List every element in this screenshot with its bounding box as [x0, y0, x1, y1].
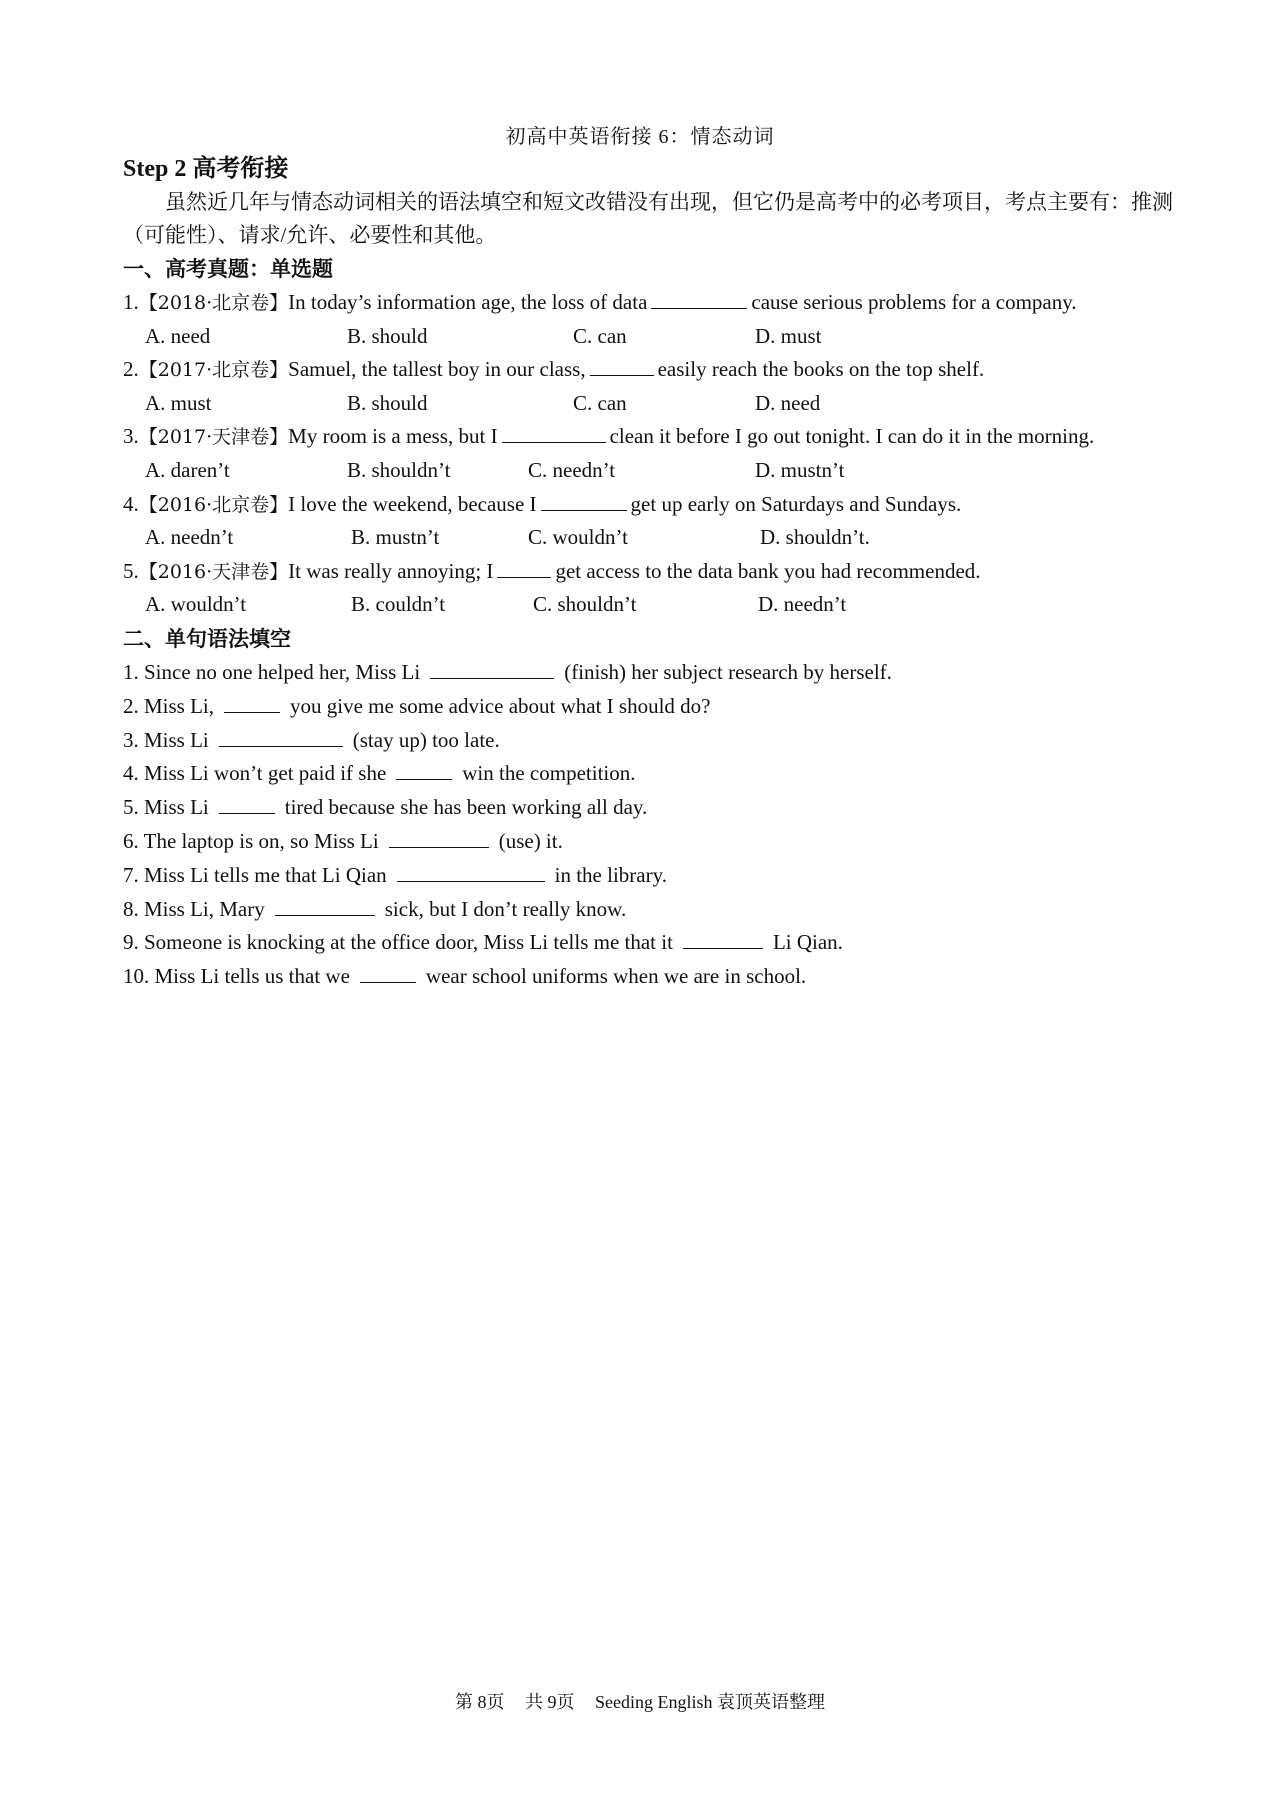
answer-blank [541, 490, 627, 511]
fill-item [123, 859, 1173, 893]
fill-text: 5. Miss Li [123, 795, 209, 820]
fill-item [123, 791, 1173, 825]
option: C. shouldn’t [533, 592, 637, 617]
fill-text: 9. Someone is knocking at the office door, Miss Li tells me that it [123, 930, 673, 955]
option: C. can [573, 390, 627, 415]
answer-blank [502, 422, 606, 443]
option: A. wouldn’t [145, 592, 247, 617]
answer-blank [396, 759, 452, 780]
fill-text: 3. Miss Li [123, 727, 209, 752]
option: A. needn’t [145, 525, 234, 550]
question-text: clean it before I go out tonight. I can do it in the morning. [609, 424, 1095, 449]
option: B. should [347, 323, 428, 348]
option: C. wouldn’t [528, 525, 628, 550]
option: D. need [755, 390, 821, 415]
section1-title: 一、高考真题：单选题 [123, 257, 333, 281]
option: B. should [347, 390, 428, 415]
fill-text: 4. Miss Li won’t get paid if she [123, 761, 387, 786]
answer-blank [360, 962, 416, 983]
fill-text: 7. Miss Li tells me that Li Qian [123, 862, 387, 887]
mc-question [123, 353, 1173, 387]
fill-item [123, 757, 1173, 791]
section2-title: 二、单句语法填空 [123, 626, 291, 651]
question-source: 【2017·北京卷】 [138, 359, 289, 382]
question-source: 【2018·北京卷】 [138, 292, 289, 314]
options-row [123, 521, 1173, 555]
fill-item [123, 724, 1173, 758]
page-title: 初高中英语衔接 6：情态动词 [505, 126, 775, 148]
answer-blank [651, 288, 747, 309]
question-text: I love the weekend, because I [288, 491, 537, 516]
mc-question [123, 286, 1173, 320]
step-title: Step 2 高考衔接 [123, 156, 289, 182]
fill-text: Li Qian. [772, 930, 843, 955]
option: B. couldn’t [351, 592, 446, 617]
answer-blank [219, 726, 343, 747]
question-text: cause serious problems for a company. [751, 290, 1077, 314]
answer-blank [683, 928, 763, 949]
answer-blank [275, 895, 375, 916]
options-row [123, 320, 1173, 354]
fill-text: 6. The laptop is on, so Miss Li [123, 828, 379, 853]
fill-text: (stay up) too late. [352, 727, 500, 752]
question-source: 【2017·天津卷】 [138, 426, 289, 449]
intro-paragraph: 虽然近几年与情态动词相关的语法填空和短文改错没有出现，但它仍是高考中的必考项目，考点主要有：推测（可能性）、请求/允许、必要性和其他。 [123, 190, 1173, 247]
fill-text: 8. Miss Li, Mary [123, 896, 265, 921]
option: A. need [145, 323, 211, 348]
question-number: 5. [123, 558, 139, 583]
content [123, 152, 1173, 994]
question-source: 【2016·北京卷】 [138, 493, 289, 516]
question-text: My room is a mess, but I [288, 424, 498, 449]
options-row [123, 454, 1173, 488]
fill-text: tired because she has been working all day. [284, 795, 648, 820]
mc-question [123, 488, 1173, 522]
answer-blank [430, 658, 554, 679]
fill-text: win the competition. [462, 761, 636, 786]
question-number: 2. [123, 357, 139, 382]
fill-text: sick, but I don’t really know. [384, 896, 627, 921]
answer-blank [590, 355, 654, 376]
option: B. mustn’t [351, 525, 440, 550]
options-row [123, 588, 1173, 622]
fill-item [123, 825, 1173, 859]
page-footer [0, 1688, 1280, 1714]
mc-question [123, 555, 1173, 589]
fill-item [123, 893, 1173, 927]
question-source: 【2016·天津卷】 [138, 560, 289, 583]
option: B. shouldn’t [347, 457, 451, 482]
answer-blank [497, 557, 551, 578]
option: A. daren’t [145, 457, 230, 482]
fill-item [123, 690, 1173, 724]
question-text: In today’s information age, the loss of data [288, 290, 648, 314]
fill-text: in the library. [554, 862, 667, 887]
question-text: get up early on Saturdays and Sundays. [630, 491, 962, 516]
footer-brand: Seeding English 袁顶英语整理 [595, 1692, 825, 1712]
question-number: 4. [123, 491, 139, 516]
fill-text: 10. Miss Li tells us that we [123, 964, 350, 989]
options-row [123, 387, 1173, 421]
option: C. can [573, 323, 627, 348]
fill-text: 1. Since no one helped her, Miss Li [123, 659, 421, 684]
option: D. shouldn’t. [760, 525, 870, 550]
footer-total-pages: 共 9页 [525, 1692, 575, 1712]
question-number: 1. [123, 290, 139, 314]
question-text: easily reach the books on the top shelf. [657, 357, 985, 382]
option: D. mustn’t [755, 457, 845, 482]
option: D. needn’t [758, 592, 847, 617]
fill-text: wear school uniforms when we are in school. [425, 964, 807, 989]
fill-item [123, 960, 1173, 994]
question-number: 3. [123, 424, 139, 449]
answer-blank [397, 861, 545, 882]
fill-item [123, 656, 1173, 690]
question-text: It was really annoying; I [288, 558, 494, 583]
footer-page-number: 第 8页 [455, 1692, 505, 1712]
fill-text: (use) it. [498, 828, 563, 853]
answer-blank [219, 793, 275, 814]
option: A. must [145, 390, 212, 415]
option: C. needn’t [528, 457, 616, 482]
question-text: Samuel, the tallest boy in our class, [288, 357, 586, 382]
fill-item [123, 926, 1173, 960]
fill-text: (finish) her subject research by herself. [564, 659, 892, 684]
question-text: get access to the data bank you had recommended. [555, 558, 981, 583]
answer-blank [389, 827, 489, 848]
fill-text: you give me some advice about what I should do? [290, 693, 711, 718]
fill-text: 2. Miss Li, [123, 693, 215, 718]
mc-question [123, 420, 1173, 454]
option: D. must [755, 323, 822, 348]
answer-blank [224, 692, 280, 713]
